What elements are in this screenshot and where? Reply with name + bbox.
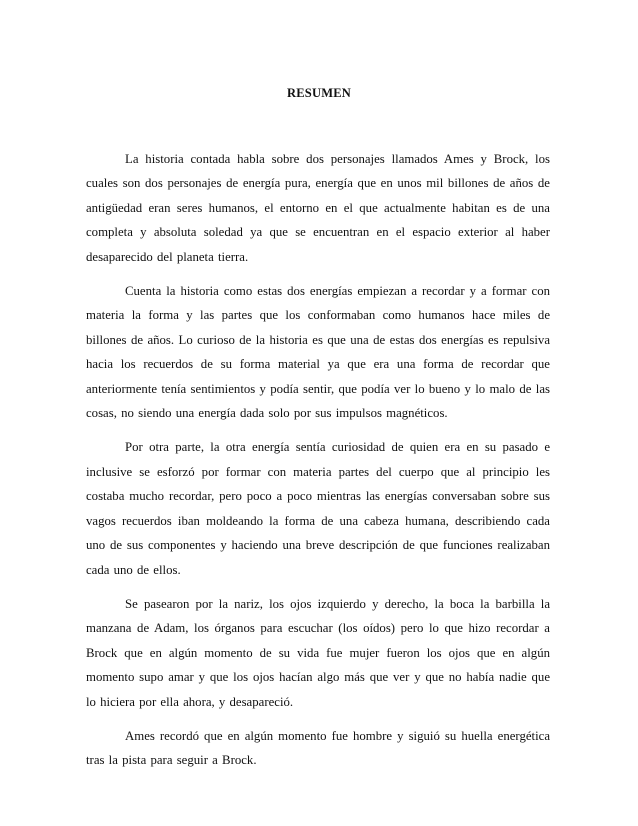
document-body	[86, 147, 550, 783]
paragraph-1: La historia contada habla sobre dos personajes llamados Ames y Brock, los cuales son dos personajes de energía pura, energía que en unos mil billones de años de antigüedad eran seres humanos, el entorno en el que actualmente habitan es de una completa y absoluta soledad ya que se encuentran en el espacio exterior al haber desaparecido del planeta tierra.	[86, 152, 550, 264]
paragraph-5: Ames recordó que en algún momento fue hombre y siguió su huella energética tras la pista para seguir a Brock.	[86, 728, 550, 768]
paragraph-2: Cuenta la historia como estas dos energías empiezan a recordar y a formar con materia la forma y las partes que los conformaban como humanos hace miles de billones de años. Lo curioso de la historia es que una de estas dos energías es repulsiva hacia los recuerdos de su forma material ya que era una forma de recordar que anteriormente tenía sentimientos y podía sentir, que podía ver lo bueno y lo malo de las cosas, no siendo una energía dada solo por sus impulsos magnéticos.	[86, 284, 550, 421]
paragraph-3: Por otra parte, la otra energía sentía curiosidad de quien era en su pasado e inclusive se esforzó por formar con materia partes del cuerpo que al principio les costaba mucho recordar, pero poco a poco mientras las energías conversaban sobre sus vagos recuerdos iban moldeando la forma de una cabeza humana, describiendo cada uno de sus componentes y haciendo una breve descripción de que funciones realizaban cada uno de ellos.	[86, 440, 550, 577]
page-title: RESUMEN	[287, 86, 351, 100]
paragraph-4: Se pasearon por la nariz, los ojos izquierdo y derecho, la boca la barbilla la manzana de Adam, los órganos para escuchar (los oídos) pero lo que hizo recordar a Brock que en algún momento de su vida fue mujer fueron los ojos que en algún momento supo amar y que los ojos hacían algo más que ver y que no había nadie que lo hiciera por ella ahora, y desapareció.	[86, 596, 550, 709]
